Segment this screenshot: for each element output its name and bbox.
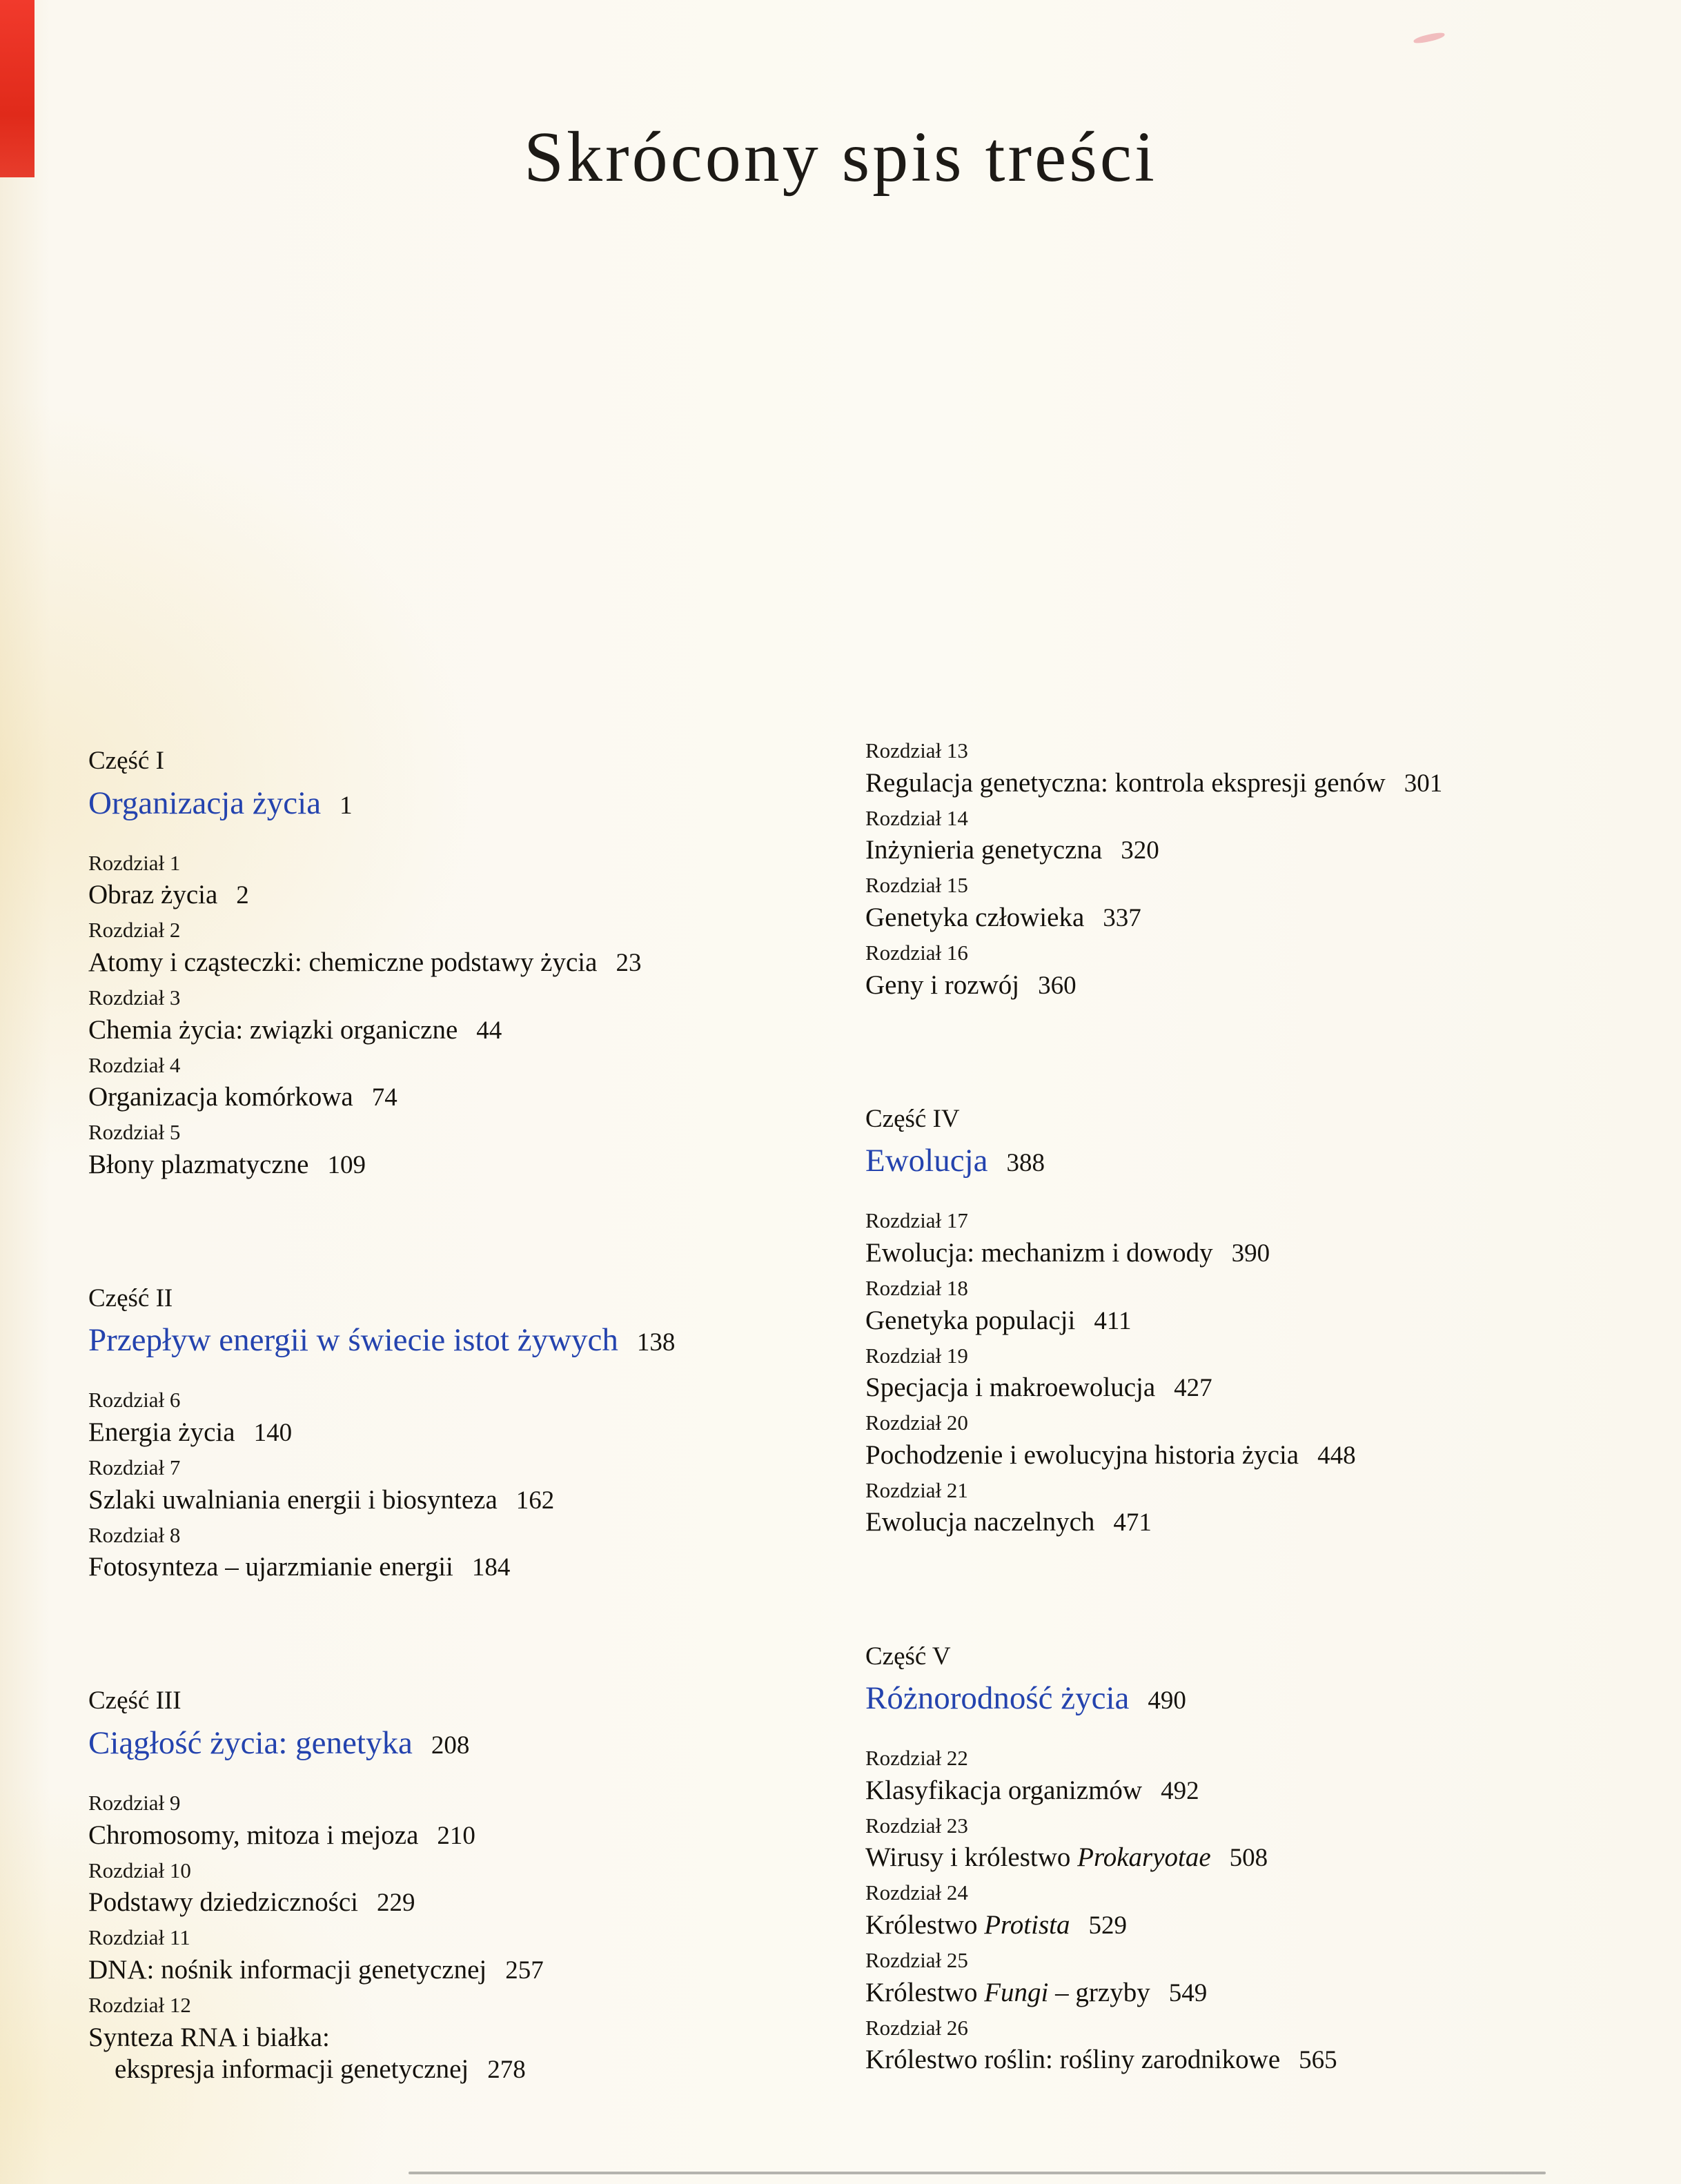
chapter-page-number: 565 <box>1299 2046 1337 2075</box>
chapter-page-number: 23 <box>616 948 642 977</box>
chapter-label: Rozdział 9 <box>88 1791 181 1816</box>
chapter-label: Rozdział 15 <box>865 873 968 898</box>
chapter-title: Synteza RNA i białka: <box>88 2022 330 2052</box>
part-page-number: 388 <box>1006 1149 1045 1178</box>
toc-entry-chapter-1 <box>88 851 834 912</box>
chapter-title-latin-name: Prokaryotae <box>1077 1842 1211 1873</box>
chapter-label: Rozdział 21 <box>865 1477 968 1502</box>
chapter-title: Fotosynteza – ujarzmianie energii <box>88 1552 453 1582</box>
chapter-page-number: 162 <box>515 1486 555 1515</box>
toc-entry-chapter-23 <box>865 1813 1652 1874</box>
chapter-title: Podstawy dziedziczności <box>88 1887 358 1918</box>
toc-entry-chapter-18 <box>865 1276 1652 1337</box>
chapter-title: Regulacja genetyczna: kontrola ekspresji genów <box>865 767 1386 798</box>
chapter-label: Rozdział 16 <box>865 940 968 965</box>
chapter-title: Klasyfikacja organizmów <box>865 1775 1143 1805</box>
chapter-title-line <box>865 902 1652 934</box>
toc-entry-chapter-16 <box>865 941 1652 1001</box>
chapter-label: Rozdział 19 <box>865 1343 968 1368</box>
toc-entry-chapter-15 <box>865 873 1652 934</box>
toc-entry-chapter-22 <box>865 1746 1652 1807</box>
chapter-page-number: 109 <box>327 1150 366 1179</box>
toc-entry-chapter-7 <box>88 1455 834 1516</box>
part-title: Ewolucja <box>865 1143 988 1179</box>
part-block-3 <box>88 1686 834 1762</box>
chapter-title-line <box>88 879 834 911</box>
chapter-page-number: 210 <box>437 1821 475 1850</box>
part-title-line <box>88 785 834 822</box>
chapter-page-number: 360 <box>1038 971 1077 1000</box>
part-title-line <box>88 1724 834 1762</box>
chapter-title-line <box>865 1439 1652 1471</box>
toc-entry-chapter-10 <box>88 1858 834 1919</box>
chapter-title: DNA: nośnik informacji genetycznej <box>88 1954 487 1985</box>
chapter-label: Rozdział 1 <box>88 850 181 875</box>
chapter-title-line <box>88 947 834 978</box>
part-title-line <box>865 1142 1652 1179</box>
chapter-title-line <box>865 1775 1652 1807</box>
chapter-title-line <box>88 1081 834 1113</box>
chapter-title: Atomy i cząsteczki: chemiczne podstawy życia <box>88 947 598 977</box>
chapter-page-number: 448 <box>1317 1441 1356 1470</box>
chapter-title-line <box>88 1149 834 1181</box>
toc-entry-chapter-11 <box>88 1925 834 1986</box>
chapter-page-number: 471 <box>1113 1508 1152 1537</box>
toc-entry-chapter-3 <box>88 985 834 1046</box>
chapter-label: Rozdział 4 <box>88 1052 181 1077</box>
toc-entry-chapter-9 <box>88 1791 834 1851</box>
chapter-label: Rozdział 8 <box>88 1522 181 1547</box>
part-title: Organizacja życia <box>88 785 322 821</box>
toc-entry-chapter-13 <box>865 738 1652 799</box>
chapter-page-number: 44 <box>476 1016 502 1045</box>
chapter-title-line <box>865 970 1652 1001</box>
chapter-title-line <box>88 1014 834 1046</box>
chapter-title: Chromosomy, mitoza i mejoza <box>88 1820 419 1850</box>
toc-entry-chapter-19 <box>865 1344 1652 1404</box>
chapter-title-line <box>865 834 1652 866</box>
chapter-page-number: 2 <box>236 881 249 910</box>
toc-column-right <box>865 738 1652 2083</box>
part-title-line <box>88 1321 834 1359</box>
chapter-page-number: 337 <box>1103 903 1141 932</box>
toc-entry-chapter-12 <box>88 1993 834 2085</box>
chapter-label: Rozdział 13 <box>865 738 968 763</box>
chapter-label: Rozdział 23 <box>865 1813 968 1838</box>
chapter-page-number: 140 <box>253 1419 293 1448</box>
chapter-page-number: 411 <box>1094 1306 1132 1335</box>
chapter-page-number: 529 <box>1088 1911 1127 1940</box>
chapter-title-latin-name: Protista <box>984 1910 1070 1940</box>
part-title: Przepływ energii w świecie istot żywych <box>88 1322 618 1359</box>
part-label: Część I <box>88 747 164 775</box>
chapter-title-line <box>865 1909 1652 1941</box>
chapter-title-line <box>88 1887 834 1918</box>
chapter-title-line <box>88 1820 834 1851</box>
chapter-page-number: 427 <box>1174 1374 1212 1403</box>
chapter-title-line <box>865 1842 1652 1873</box>
chapter-title-line <box>865 2044 1652 2076</box>
chapter-label: Rozdział 7 <box>88 1455 181 1480</box>
chapter-label: Rozdział 12 <box>88 1993 191 2017</box>
chapter-title-line-2 <box>88 2054 834 2085</box>
chapter-title: Energia życia <box>88 1417 235 1448</box>
toc-entry-chapter-4 <box>88 1053 834 1114</box>
part-page-number: 1 <box>340 791 353 820</box>
chapter-page-number: 257 <box>505 1956 544 1985</box>
chapter-title-line <box>865 1372 1652 1404</box>
chapter-title-line <box>88 2022 834 2054</box>
part-block-2 <box>88 1284 834 1359</box>
chapter-page-number: 492 <box>1161 1776 1199 1805</box>
toc-entry-chapter-6 <box>88 1388 834 1448</box>
toc-entry-chapter-14 <box>865 806 1652 867</box>
chapter-title: Genetyka człowieka <box>865 902 1085 932</box>
chapter-page-number: 320 <box>1121 836 1159 865</box>
chapter-title-line <box>865 1506 1652 1538</box>
chapter-page-number: 229 <box>376 1889 415 1918</box>
chapter-title-line <box>88 1551 834 1583</box>
part-title: Różnorodność życia <box>865 1680 1130 1717</box>
chapter-title: Geny i rozwój <box>865 970 1020 1000</box>
page-title: Skrócony spis treści <box>524 117 1157 197</box>
chapter-page-number: 508 <box>1229 1844 1268 1873</box>
chapter-label: Rozdział 10 <box>88 1858 191 1882</box>
chapter-label: Rozdział 17 <box>865 1208 968 1233</box>
page-bottom-scan-edge <box>409 2172 1546 2174</box>
chapter-label: Rozdział 18 <box>865 1275 968 1300</box>
chapter-label: Rozdział 6 <box>88 1388 181 1413</box>
toc-entry-chapter-20 <box>865 1410 1652 1471</box>
toc-column-left <box>88 747 834 2092</box>
chapter-page-number: 278 <box>487 2055 526 2084</box>
chapter-title-prefix: Królestwo <box>865 1910 985 1940</box>
part-block-4 <box>865 1105 1652 1180</box>
chapter-title-latin-name: Fungi <box>984 1977 1049 2007</box>
chapter-label: Rozdział 26 <box>865 2015 968 2040</box>
chapter-title: Organizacja komórkowa <box>88 1082 353 1112</box>
part-label: Część IV <box>865 1104 960 1133</box>
chapter-label: Rozdział 2 <box>88 918 181 943</box>
chapter-page-number: 390 <box>1231 1239 1270 1268</box>
chapter-label: Rozdział 25 <box>865 1948 968 1973</box>
chapter-title-suffix: – grzyby <box>1048 1977 1150 2007</box>
chapter-title: Inżynieria genetyczna <box>865 835 1103 865</box>
part-label: Część III <box>88 1686 181 1715</box>
chapter-title-line <box>88 1417 834 1448</box>
chapter-title-line <box>865 767 1652 799</box>
part-page-number: 490 <box>1148 1686 1186 1715</box>
part-block-1 <box>88 747 834 822</box>
part-page-number: 138 <box>636 1328 676 1357</box>
part-title: Ciągłość życia: genetyka <box>88 1724 413 1761</box>
chapter-page-number: 74 <box>371 1083 397 1112</box>
chapter-label: Rozdział 14 <box>865 805 968 830</box>
part-block-5 <box>865 1642 1652 1718</box>
chapter-label: Rozdział 22 <box>865 1746 968 1771</box>
chapter-page-number: 184 <box>471 1553 511 1582</box>
part-label: Część V <box>865 1642 951 1671</box>
chapter-title-line <box>865 1977 1652 2009</box>
chapter-page-number: 549 <box>1168 1978 1208 2007</box>
part-title-line <box>865 1680 1652 1717</box>
toc-entry-chapter-17 <box>865 1208 1652 1269</box>
chapter-title: Specjacja i makroewolucja <box>865 1373 1156 1403</box>
chapter-subtitle: ekspresja informacji genetycznej <box>115 2054 469 2084</box>
chapter-label: Rozdział 5 <box>88 1120 181 1145</box>
chapter-label: Rozdział 24 <box>865 1880 968 1905</box>
chapter-title-line <box>88 1484 834 1516</box>
chapter-title-prefix: Królestwo <box>865 1977 985 2007</box>
chapter-title: Szlaki uwalniania energii i biosynteza <box>88 1484 498 1515</box>
toc-entry-chapter-21 <box>865 1478 1652 1539</box>
chapter-title: Pochodzenie i ewolucyjna historia życia <box>865 1439 1299 1470</box>
chapter-title: Chemia życia: związki organiczne <box>88 1014 458 1045</box>
chapter-title-line <box>865 1305 1652 1337</box>
chapter-title: Królestwo roślin: rośliny zarodnikowe <box>865 2045 1281 2075</box>
toc-entry-chapter-8 <box>88 1523 834 1584</box>
chapter-title-prefix: Wirusy i królestwo <box>865 1842 1078 1873</box>
chapter-title: Ewolucja: mechanizm i dowody <box>865 1237 1213 1268</box>
toc-entry-chapter-25 <box>865 1948 1652 2009</box>
chapter-page-number: 301 <box>1404 769 1443 798</box>
chapter-title-line <box>865 1237 1652 1269</box>
chapter-title: Błony plazmatyczne <box>88 1149 309 1179</box>
chapter-title-line <box>88 1954 834 1986</box>
chapter-label: Rozdział 20 <box>865 1410 968 1435</box>
toc-entry-chapter-5 <box>88 1120 834 1181</box>
chapter-title: Genetyka populacji <box>865 1305 1076 1335</box>
toc-entry-chapter-24 <box>865 1880 1652 1941</box>
chapter-label: Rozdział 11 <box>88 1925 190 1950</box>
chapter-title: Obraz życia <box>88 880 218 910</box>
chapter-label: Rozdział 3 <box>88 985 181 1010</box>
part-label: Część II <box>88 1283 173 1312</box>
chapter-title: Ewolucja naczelnych <box>865 1507 1095 1537</box>
toc-entry-chapter-26 <box>865 2016 1652 2076</box>
part-page-number: 208 <box>431 1731 470 1760</box>
toc-entry-chapter-2 <box>88 918 834 978</box>
scan-artifact-mark <box>1413 31 1445 44</box>
